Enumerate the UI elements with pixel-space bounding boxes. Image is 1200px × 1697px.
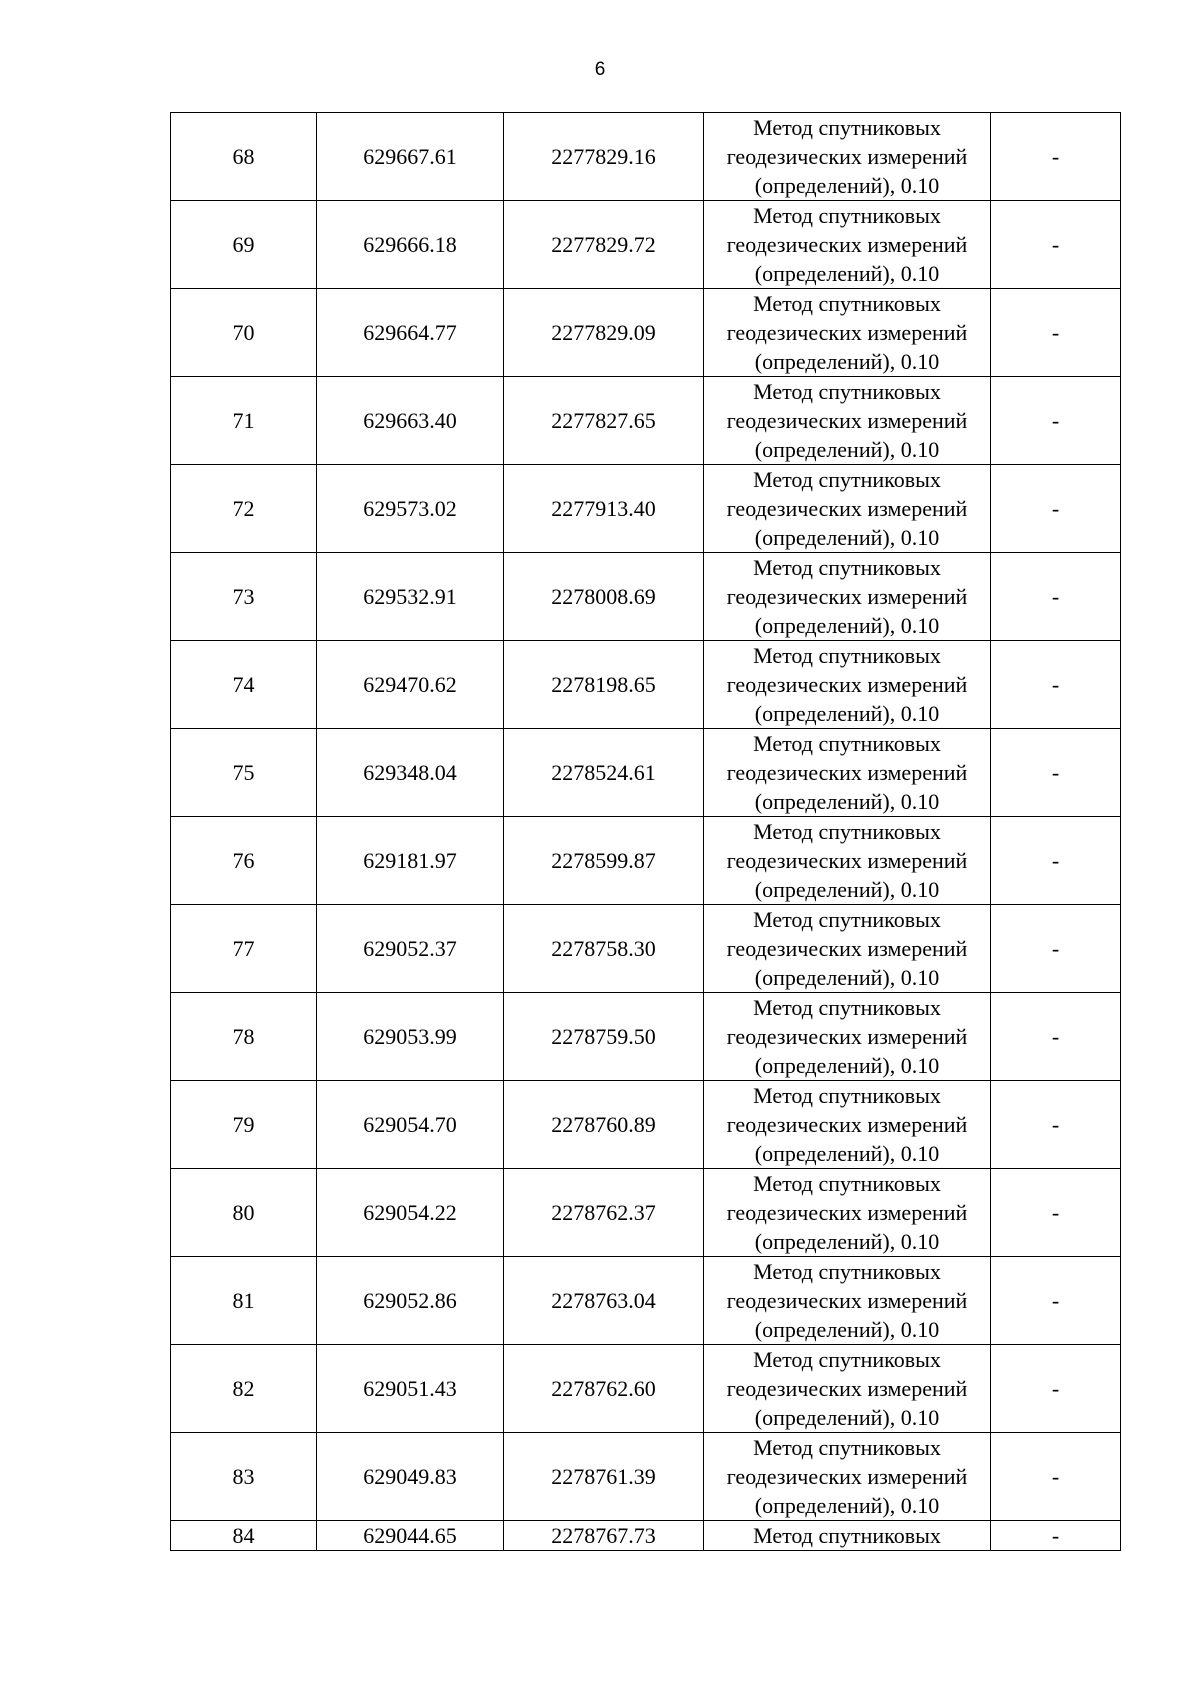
method-text-line: (определений), 0.10 (754, 437, 940, 462)
x-coordinate-cell: 629666.18 (317, 201, 504, 289)
y-coordinate-cell: 2278758.30 (504, 905, 704, 993)
x-coordinate-cell: 629663.40 (317, 377, 504, 465)
description-cell: - (991, 553, 1121, 641)
method-text-line: Метод спутниковых (753, 995, 941, 1020)
method-text-line: Метод спутниковых (753, 291, 941, 316)
method-text-line: геодезических измерений (726, 1024, 968, 1049)
method-text-line: Метод спутниковых (753, 1171, 941, 1196)
x-coordinate-cell: 629054.70 (317, 1081, 504, 1169)
method-text-line: геодезических измерений (726, 1200, 968, 1225)
table-row (171, 553, 1121, 641)
method-cell (704, 1433, 991, 1521)
y-coordinate-cell: 2277829.09 (504, 289, 704, 377)
table-row (171, 1257, 1121, 1345)
y-coordinate-cell: 2278759.50 (504, 993, 704, 1081)
y-coordinate-cell: 2277829.16 (504, 113, 704, 201)
method-cell (704, 817, 991, 905)
description-cell: - (991, 1433, 1121, 1521)
point-number-cell: 73 (171, 553, 317, 641)
method-text-line: (определений), 0.10 (754, 613, 940, 638)
y-coordinate-cell: 2278761.39 (504, 1433, 704, 1521)
table-row (171, 1345, 1121, 1433)
y-coordinate-cell: 2278763.04 (504, 1257, 704, 1345)
method-cell (704, 377, 991, 465)
method-text-line: геодезических измерений (726, 1464, 968, 1489)
method-text-line: геодезических измерений (726, 1376, 968, 1401)
method-text-line: геодезических измерений (726, 848, 968, 873)
point-number-cell: 75 (171, 729, 317, 817)
point-number-cell: 71 (171, 377, 317, 465)
method-text-line: (определений), 0.10 (754, 1493, 940, 1518)
point-number-cell: 84 (171, 1521, 317, 1551)
method-text-line: (определений), 0.10 (754, 173, 940, 198)
description-cell: - (991, 201, 1121, 289)
x-coordinate-cell: 629044.65 (317, 1521, 504, 1551)
method-text-line: Метод спутниковых (753, 643, 941, 668)
point-number-cell: 82 (171, 1345, 317, 1433)
method-cell (704, 553, 991, 641)
method-cell (704, 1081, 991, 1169)
x-coordinate-cell: 629573.02 (317, 465, 504, 553)
method-cell (704, 729, 991, 817)
method-cell (704, 1345, 991, 1433)
page-number: 6 (594, 59, 606, 80)
method-text-line: Метод спутниковых (753, 379, 941, 404)
method-text-line: (определений), 0.10 (754, 1229, 940, 1254)
x-coordinate-cell: 629049.83 (317, 1433, 504, 1521)
method-text-line: (определений), 0.10 (754, 1141, 940, 1166)
table-row (171, 1169, 1121, 1257)
x-coordinate-cell: 629348.04 (317, 729, 504, 817)
method-cell (704, 1169, 991, 1257)
x-coordinate-cell: 629181.97 (317, 817, 504, 905)
method-cell (704, 905, 991, 993)
method-cell (704, 993, 991, 1081)
y-coordinate-cell: 2278008.69 (504, 553, 704, 641)
method-text-line: геодезических измерений (726, 1288, 968, 1313)
method-text-line: геодезических измерений (726, 760, 968, 785)
x-coordinate-cell: 629052.37 (317, 905, 504, 993)
description-cell: - (991, 465, 1121, 553)
method-cell (704, 641, 991, 729)
y-coordinate-cell: 2278762.60 (504, 1345, 704, 1433)
point-number-cell: 81 (171, 1257, 317, 1345)
point-number-cell: 68 (171, 113, 317, 201)
point-number-cell: 78 (171, 993, 317, 1081)
method-text-line: Метод спутниковых (753, 731, 941, 756)
method-text-line: геодезических измерений (726, 672, 968, 697)
y-coordinate-cell: 2277829.72 (504, 201, 704, 289)
description-cell: - (991, 1081, 1121, 1169)
y-coordinate-cell: 2278524.61 (504, 729, 704, 817)
method-cell (704, 465, 991, 553)
description-cell: - (991, 641, 1121, 729)
method-text-line: Метод спутниковых (753, 1083, 941, 1108)
description-cell: - (991, 377, 1121, 465)
y-coordinate-cell: 2278198.65 (504, 641, 704, 729)
y-coordinate-cell: 2278599.87 (504, 817, 704, 905)
table-row (171, 905, 1121, 993)
method-text-line: геодезических измерений (726, 232, 968, 257)
method-text-line: Метод спутниковых (753, 819, 941, 844)
method-text-line: (определений), 0.10 (754, 349, 940, 374)
x-coordinate-cell: 629052.86 (317, 1257, 504, 1345)
point-number-cell: 70 (171, 289, 317, 377)
method-text-line: геодезических измерений (726, 936, 968, 961)
x-coordinate-cell: 629667.61 (317, 113, 504, 201)
description-cell: - (991, 1257, 1121, 1345)
method-text-line: (определений), 0.10 (754, 1405, 940, 1430)
x-coordinate-cell: 629664.77 (317, 289, 504, 377)
method-text-line: Метод спутниковых (753, 1347, 941, 1372)
method-text-line: геодезических измерений (726, 144, 968, 169)
description-cell: - (991, 1521, 1121, 1551)
method-text-line: геодезических измерений (726, 408, 968, 433)
y-coordinate-cell: 2277913.40 (504, 465, 704, 553)
y-coordinate-cell: 2278762.37 (504, 1169, 704, 1257)
method-text-line: Метод спутниковых (753, 1259, 941, 1284)
description-cell: - (991, 1169, 1121, 1257)
point-number-cell: 74 (171, 641, 317, 729)
method-text-line: (определений), 0.10 (754, 877, 940, 902)
method-text-line: (определений), 0.10 (754, 261, 940, 286)
x-coordinate-cell: 629532.91 (317, 553, 504, 641)
description-cell: - (991, 113, 1121, 201)
method-text-line: геодезических измерений (726, 1112, 968, 1137)
table-row (171, 377, 1121, 465)
method-text-line: (определений), 0.10 (754, 525, 940, 550)
point-number-cell: 80 (171, 1169, 317, 1257)
description-cell: - (991, 817, 1121, 905)
point-number-cell: 83 (171, 1433, 317, 1521)
table-row (171, 729, 1121, 817)
table-row (171, 113, 1121, 201)
description-cell: - (991, 993, 1121, 1081)
coordinates-table (170, 112, 1121, 1551)
point-number-cell: 76 (171, 817, 317, 905)
method-cell (704, 289, 991, 377)
point-number-cell: 69 (171, 201, 317, 289)
y-coordinate-cell: 2277827.65 (504, 377, 704, 465)
y-coordinate-cell: 2278760.89 (504, 1081, 704, 1169)
method-cell (704, 1257, 991, 1345)
table-row (171, 993, 1121, 1081)
description-cell: - (991, 1345, 1121, 1433)
table-row (171, 289, 1121, 377)
table-row (171, 1521, 1121, 1551)
method-text-line: геодезических измерений (726, 496, 968, 521)
x-coordinate-cell: 629470.62 (317, 641, 504, 729)
method-cell (704, 1521, 991, 1551)
description-cell: - (991, 289, 1121, 377)
method-text-line: Метод спутниковых (753, 115, 941, 140)
point-number-cell: 77 (171, 905, 317, 993)
table-row (171, 1433, 1121, 1521)
y-coordinate-cell: 2278767.73 (504, 1521, 704, 1551)
method-text-line: (определений), 0.10 (754, 1053, 940, 1078)
method-text-line: (определений), 0.10 (754, 965, 940, 990)
method-text-line: Метод спутниковых (753, 907, 941, 932)
method-text-line: Метод спутниковых (753, 203, 941, 228)
method-text-line: Метод спутниковых (753, 555, 941, 580)
x-coordinate-cell: 629054.22 (317, 1169, 504, 1257)
method-text-line: Метод спутниковых (753, 1522, 941, 1548)
table-row (171, 1081, 1121, 1169)
description-cell: - (991, 905, 1121, 993)
method-text-line: (определений), 0.10 (754, 1317, 940, 1342)
point-number-cell: 79 (171, 1081, 317, 1169)
x-coordinate-cell: 629053.99 (317, 993, 504, 1081)
coordinates-table-body (171, 113, 1121, 1551)
table-row (171, 201, 1121, 289)
method-text-line: Метод спутниковых (753, 467, 941, 492)
method-cell (704, 201, 991, 289)
method-text-line: (определений), 0.10 (754, 701, 940, 726)
method-cell (704, 113, 991, 201)
x-coordinate-cell: 629051.43 (317, 1345, 504, 1433)
method-text-line: геодезических измерений (726, 320, 968, 345)
point-number-cell: 72 (171, 465, 317, 553)
table-row (171, 817, 1121, 905)
table-row (171, 641, 1121, 729)
method-text-line: геодезических измерений (726, 584, 968, 609)
method-text-line: (определений), 0.10 (754, 789, 940, 814)
method-text-line: Метод спутниковых (753, 1435, 941, 1460)
description-cell: - (991, 729, 1121, 817)
table-row (171, 465, 1121, 553)
